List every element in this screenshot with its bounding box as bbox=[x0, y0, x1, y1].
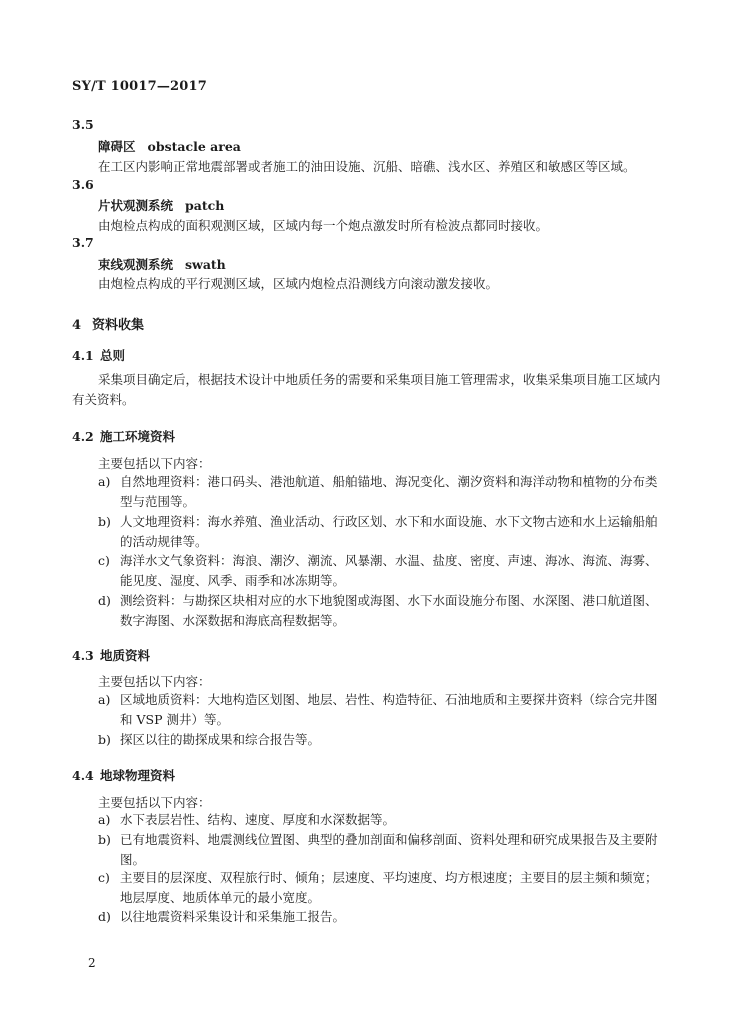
page-number: 2 bbox=[88, 956, 96, 970]
term-english: obstacle area bbox=[147, 139, 241, 154]
subsection-heading: 4.1 总则 bbox=[72, 348, 126, 363]
standard-code-header: SY/T 10017—2017 bbox=[72, 79, 208, 94]
term-chinese: 障碍区 bbox=[98, 139, 136, 154]
paragraph: 采集项目确定后，根据技术设计中地质任务的需要和采集项目施工管理需求，收集采集项目施工区域内有关资料。 bbox=[72, 372, 661, 407]
term-english: patch bbox=[185, 198, 225, 213]
section-heading: 4 资料收集 bbox=[72, 318, 145, 333]
term-definition: 由炮检点构成的面积观测区域，区域内每一个炮点激发时所有检波点都同时接收。 bbox=[98, 218, 549, 233]
clause-number: 3.5 bbox=[72, 117, 94, 132]
list-item: d) 测绘资料：与勘探区块相对应的水下地貌图或海图、水下水面设施分布图、水深图、港口航道图、数字海图、水深数据和海底高程数据等。 bbox=[98, 593, 658, 628]
subsection-heading: 4.2 施工环境资料 bbox=[72, 429, 176, 444]
term-definition: 由炮检点构成的平行观测区域，区域内炮检点沿测线方向滚动激发接收。 bbox=[98, 276, 499, 291]
list-item: a) 区域地质资料：大地构造区划图、地层、岩性、构造特征、石油地质和主要探井资料（综合完井图和 VSP 测井）等。 bbox=[98, 692, 658, 727]
term-chinese: 片状观测系统 bbox=[98, 198, 174, 213]
list-intro: 主要包括以下内容： bbox=[98, 795, 211, 810]
list-item: a) 自然地理资料：港口码头、港池航道、船舶锚地、海况变化、潮汐资料和海洋动物和植物的分布类型与范围等。 bbox=[98, 474, 658, 509]
list-intro: 主要包括以下内容： bbox=[98, 674, 211, 689]
clause-number: 3.6 bbox=[72, 177, 94, 192]
list-item: a) 水下表层岩性、结构、速度、厚度和水深数据等。 bbox=[98, 812, 396, 827]
term-english: swath bbox=[185, 257, 226, 272]
list-item: b) 探区以往的勘探成果和综合报告等。 bbox=[98, 732, 321, 747]
list-item: b) 人文地理资料：海水养殖、渔业活动、行政区划、水下和水面设施、水下文物古迹和水上运输船舶的活动规律等。 bbox=[98, 514, 658, 549]
list-item: c) 海洋水文气象资料：海浪、潮汐、潮流、风暴潮、水温、盐度、密度、声速、海冰、海流、海雾、能见度、湿度、风季、雨季和冰冻期等。 bbox=[98, 553, 658, 588]
subsection-heading: 4.4 地球物理资料 bbox=[72, 768, 176, 783]
subsection-heading: 4.3 地质资料 bbox=[72, 648, 151, 663]
clause-number: 3.7 bbox=[72, 235, 94, 250]
list-item: b) 已有地震资料、地震测线位置图、典型的叠加剖面和偏移剖面、资料处理和研究成果报告及主要附图。 bbox=[98, 832, 658, 867]
term-heading bbox=[98, 255, 226, 273]
term-chinese: 束线观测系统 bbox=[98, 257, 174, 272]
list-item: d) 以往地震资料采集设计和采集施工报告。 bbox=[98, 909, 346, 924]
term-heading bbox=[98, 196, 224, 214]
list-intro: 主要包括以下内容： bbox=[98, 456, 211, 471]
list-item: c) 主要目的层深度、双程旅行时、倾角；层速度、平均速度、均方根速度；主要目的层主频和频宽；地层厚度、地质体单元的最小宽度。 bbox=[98, 870, 658, 905]
term-heading bbox=[98, 137, 241, 155]
term-definition: 在工区内影响正常地震部署或者施工的油田设施、沉船、暗礁、浅水区、养殖区和敏感区等区域。 bbox=[98, 159, 636, 174]
